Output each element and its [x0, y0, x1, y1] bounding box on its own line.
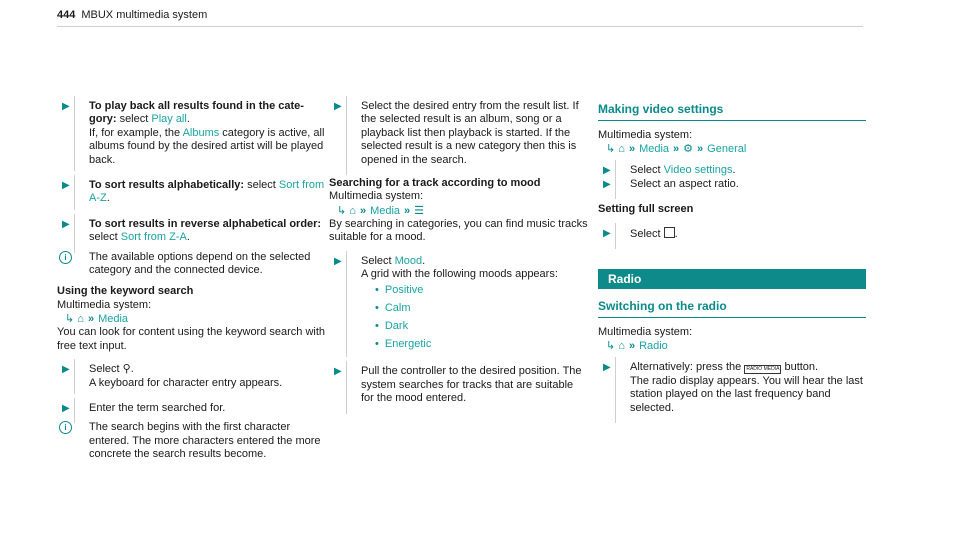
text: . — [186, 113, 190, 126]
step-arrow-icon: ▶ — [603, 165, 611, 177]
menu-path — [598, 339, 866, 353]
column-2 — [329, 100, 589, 406]
list-item: • Positive — [375, 284, 424, 297]
step-arrow-icon: ▶ — [334, 101, 342, 112]
step-arrow-icon: ▶ — [62, 218, 70, 230]
menu-path — [57, 312, 327, 326]
step-play-all — [57, 100, 327, 167]
text: A keyboard for character entry appears. — [89, 376, 283, 389]
menu-path — [329, 204, 589, 218]
text: select — [119, 113, 152, 126]
double-chevron-icon: » — [673, 143, 680, 156]
step-full-screen — [598, 227, 866, 241]
path-arrow-icon: ↳ — [65, 313, 75, 326]
radio-media-button-icon: RADIO MEDIA — [746, 366, 780, 373]
step-arrow-icon: ▶ — [62, 402, 70, 414]
text: Enter the term searched for. — [89, 401, 226, 414]
text: . — [186, 231, 190, 244]
section-heading: Searching for a track according to mood — [329, 177, 541, 190]
menu-link-sort-az: Sort from A-Z — [89, 179, 325, 205]
text: select — [244, 179, 279, 192]
step-arrow-icon: ▶ — [62, 180, 70, 192]
text: button. — [781, 361, 819, 374]
step-select-entry — [329, 100, 589, 167]
text: . — [732, 164, 736, 177]
mood-list — [361, 281, 589, 353]
mood-dark: Dark — [384, 320, 409, 333]
menu-path — [598, 142, 866, 156]
info-icon: i — [59, 251, 72, 264]
info-icon: i — [59, 421, 72, 434]
step-pull-controller — [329, 365, 589, 405]
note-text: The search begins with the first character entered. The more characters entered the more concrete the search results become. — [89, 421, 321, 461]
section-title-radio: Switching on the radio — [598, 297, 866, 318]
mood-positive: Positive — [384, 284, 424, 297]
mood-calm: Calm — [384, 302, 411, 315]
double-chevron-icon: » — [359, 204, 367, 217]
list-item: • Energetic — [375, 338, 432, 351]
body-text: By searching in categories, you can find music tracks suitable for a mood. — [329, 217, 588, 244]
text: . — [106, 192, 110, 205]
step-arrow-icon: ▶ — [603, 227, 611, 239]
step-sort-az — [57, 179, 327, 206]
double-chevron-icon: » — [628, 143, 636, 156]
step-sort-za — [57, 218, 327, 245]
list-item: • Dark — [375, 320, 409, 333]
section-heading: Setting full screen — [598, 203, 694, 216]
menu-link-albums: Albums — [182, 126, 220, 139]
note-text: The available options depend on the selected category and the connected device. — [89, 250, 311, 277]
home-icon: ⌂ — [349, 204, 356, 217]
column-1 — [57, 100, 327, 462]
step-video-settings — [598, 164, 866, 177]
system-label: Multimedia system: — [329, 190, 424, 203]
text: The radio display appears. You will hear the last station played on the last frequency band selected. — [630, 374, 863, 414]
text: Select — [89, 363, 123, 376]
step-enter-term — [57, 402, 327, 415]
step-select-search — [57, 363, 327, 390]
double-chevron-icon: » — [628, 340, 636, 353]
text: . — [130, 363, 134, 376]
section-heading: Using the keyword search — [57, 285, 194, 298]
menu-link-video-settings: Video settings — [663, 164, 733, 177]
text: Pull the controller to the desired position. The system searches for tracks that are suitable for the mood entered. — [361, 365, 582, 405]
text: Select — [630, 227, 664, 240]
step-heading: To sort results in reverse alphabetical order: — [89, 217, 322, 230]
list-icon: ☰ — [414, 204, 425, 217]
page-header — [57, 9, 207, 21]
home-icon: ⌂ — [77, 313, 84, 326]
text: select — [89, 231, 121, 244]
path-radio: Radio — [639, 340, 668, 353]
double-chevron-icon: » — [404, 204, 411, 217]
step-arrow-icon: ▶ — [62, 101, 70, 112]
step-radio-button — [598, 361, 866, 415]
section-title-video: Making video settings — [598, 100, 866, 121]
text: Select — [630, 164, 664, 177]
text: . — [422, 254, 426, 267]
text: Select — [361, 254, 395, 267]
text: Alternatively: press the — [630, 361, 745, 374]
step-aspect-ratio — [598, 178, 866, 191]
menu-link-mood: Mood — [394, 254, 423, 267]
system-label: Multimedia system: — [598, 326, 693, 339]
body-text: You can look for content using the keyword search with free text input. — [57, 326, 326, 352]
path-media: Media — [639, 143, 670, 156]
text: Select an aspect ratio. — [630, 177, 739, 190]
system-label: Multimedia system: — [598, 129, 693, 141]
path-arrow-icon: ↳ — [606, 340, 616, 353]
page-header-title: MBUX multimedia system — [81, 9, 208, 21]
text: A grid with the following moods appears: — [361, 268, 558, 281]
column-3 — [598, 100, 866, 415]
step-heading: To sort results alphabetically: — [89, 179, 245, 192]
double-chevron-icon: » — [697, 143, 704, 156]
step-arrow-icon: ▶ — [62, 364, 70, 376]
menu-link-sort-za: Sort from Z-A — [120, 231, 187, 244]
step-arrow-icon: ▶ — [334, 255, 342, 267]
text: category is active, all albums found by the desired artist will be played back. — [89, 126, 325, 166]
page-number: 444 — [57, 9, 76, 21]
path-arrow-icon: ↳ — [337, 204, 347, 217]
path-media: Media — [370, 204, 401, 217]
system-label: Multimedia system: — [57, 298, 152, 311]
search-icon: ⚲ — [122, 363, 131, 376]
full-screen-icon — [664, 227, 675, 238]
section-bar-radio: Radio — [598, 269, 866, 289]
text: Select the desired entry from the result list. If the selected result is an album, song or a playback list then playback is started. If the selected result is a new category then this is opened in the search. — [361, 100, 579, 166]
step-select-mood — [329, 255, 589, 354]
list-item: • Calm — [375, 302, 411, 315]
mood-energetic: Energetic — [384, 338, 432, 351]
home-icon: ⌂ — [618, 143, 625, 156]
path-media: Media — [98, 313, 129, 326]
gear-icon: ⚙ — [683, 143, 694, 156]
info-note — [57, 421, 327, 461]
step-arrow-icon: ▶ — [334, 366, 342, 378]
info-note — [57, 251, 327, 278]
step-arrow-icon: ▶ — [603, 178, 611, 190]
menu-link-play-all: Play all — [151, 113, 187, 126]
text: If, for example, the — [89, 126, 183, 139]
step-arrow-icon: ▶ — [603, 362, 611, 374]
header-divider — [57, 26, 863, 27]
path-arrow-icon: ↳ — [606, 143, 616, 156]
step-heading: To play back all results found in the category: — [89, 100, 304, 126]
double-chevron-icon: » — [87, 313, 95, 326]
text: . — [674, 227, 678, 240]
home-icon: ⌂ — [618, 340, 625, 353]
path-general: General — [707, 143, 747, 156]
